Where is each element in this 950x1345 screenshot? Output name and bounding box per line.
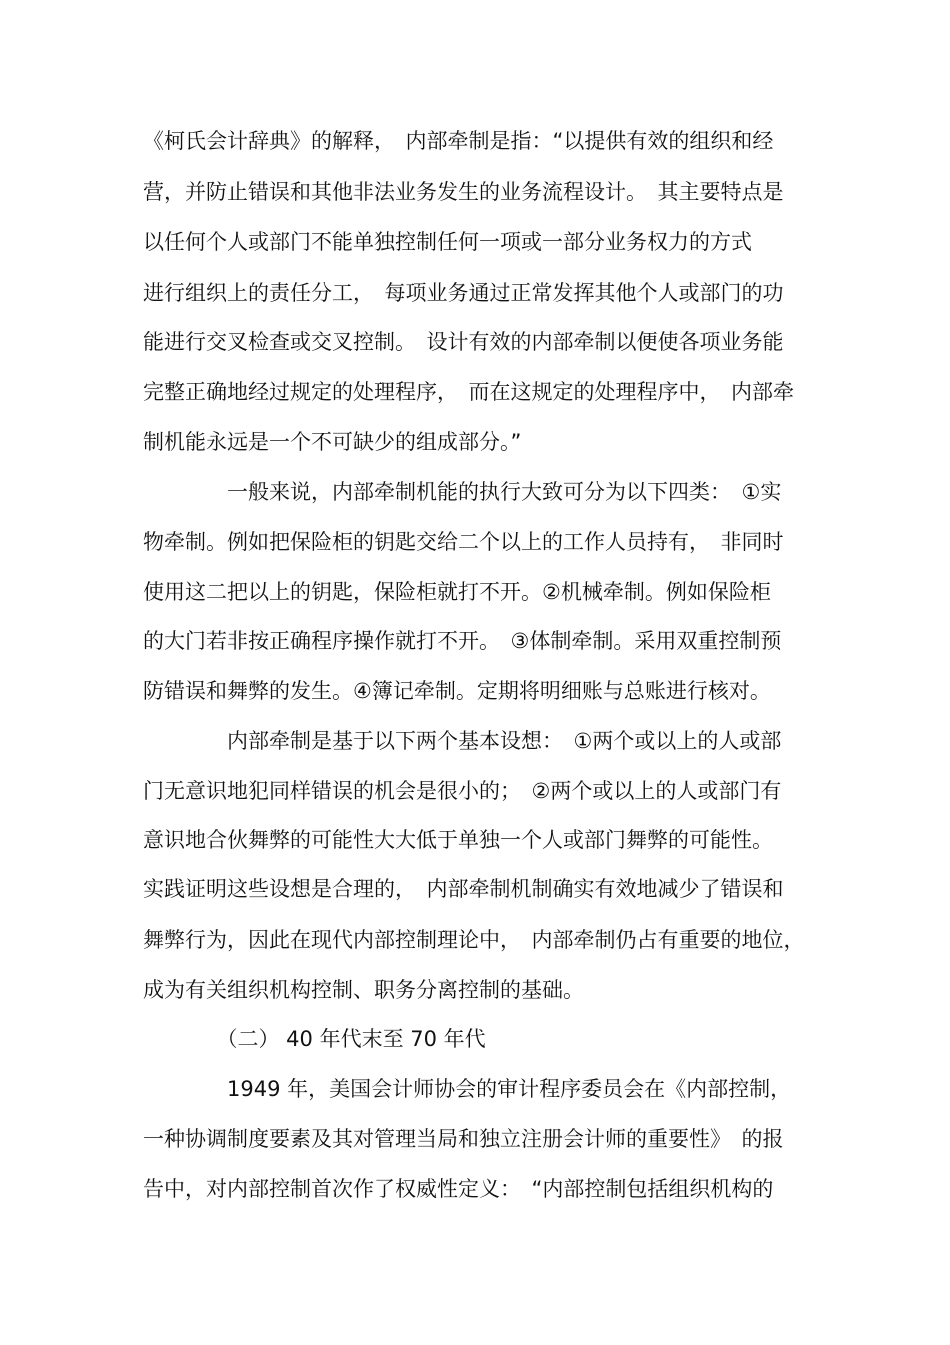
- text-line: 以任何个人或部门不能单独控制任何一项或一部分业务权力的方式: [143, 230, 752, 254]
- text-line: 一般来说，内部牵制机能的执行大致可分为以下四类： ①实: [143, 480, 782, 504]
- text-line: 防错误和舞弊的发生。④簿记牵制。定期将明细账与总账进行核对。: [143, 679, 771, 703]
- text-line: 能进行交叉检查或交叉控制。 设计有效的内部牵制以便使各项业务能: [143, 330, 784, 354]
- text-line: 舞弊行为，因此在现代内部控制理论中， 内部牵制仍占有重要的地位，: [143, 928, 805, 952]
- text-line: 制机能永远是一个不可缺少的组成部分。”: [143, 430, 522, 454]
- text-line: 门无意识地犯同样错误的机会是很小的； ②两个或以上的人或部门有: [143, 779, 782, 803]
- text-line: 营，并防止错误和其他非法业务发生的业务流程设计。 其主要特点是: [143, 180, 784, 204]
- text-line: 告中，对内部控制首次作了权威性定义： “内部控制包括组织机构的: [143, 1177, 774, 1201]
- text-line: 完整正确地经过规定的处理程序， 而在这规定的处理程序中， 内部牵: [143, 380, 794, 404]
- text-line: 物牵制。例如把保险柜的钥匙交给二个以上的工作人员持有， 非同时: [143, 530, 784, 554]
- text-line: 的大门若非按正确程序操作就打不开。 ③体制牵制。采用双重控制预: [143, 629, 782, 653]
- text-line: 意识地合伙舞弊的可能性大大低于单独一个人或部门舞弊的可能性。: [143, 828, 773, 852]
- text-line: 进行组织上的责任分工， 每项业务通过正常发挥其他个人或部门的功: [143, 281, 784, 305]
- text-line: 《柯氏会计辞典》的解释， 内部牵制是指：“以提供有效的组织和经: [143, 129, 774, 153]
- text-line: 一种协调制度要素及其对管理当局和独立注册会计师的重要性》 的报: [143, 1127, 784, 1151]
- text-line: 实践证明这些设想是合理的， 内部牵制机制确实有效地减少了错误和: [143, 877, 784, 901]
- text-line: 成为有关组织机构控制、职务分离控制的基础。: [143, 978, 584, 1002]
- text-line: 内部牵制是基于以下两个基本设想： ①两个或以上的人或部: [143, 729, 782, 753]
- text-line: 1949 年，美国会计师协会的审计程序委员会在《内部控制，: [143, 1077, 792, 1101]
- text-line: 使用这二把以上的钥匙，保险柜就打不开。②机械牵制。例如保险柜: [143, 580, 771, 604]
- section-heading: （二） 40 年代末至 70 年代: [143, 1027, 486, 1051]
